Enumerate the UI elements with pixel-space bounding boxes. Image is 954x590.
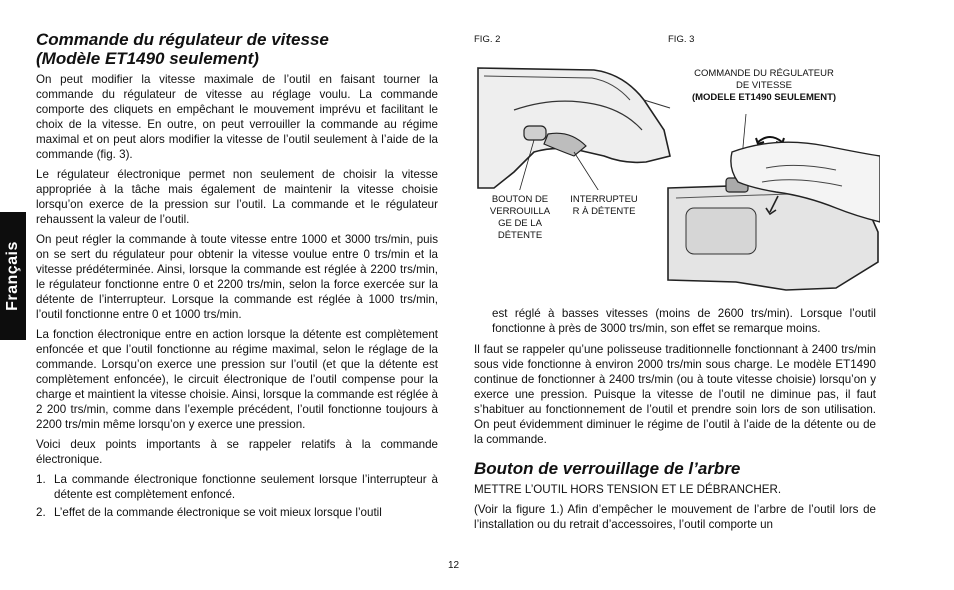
left-column	[36, 30, 438, 523]
list-number: 1.	[36, 473, 46, 486]
list-number: 2.	[36, 506, 46, 519]
list-text: L’effet de la commande électronique se voit mieux lorsque l’outil	[54, 506, 382, 519]
fig2-label: FIG. 2	[474, 34, 501, 45]
heading-line-1: Commande du régulateur de vitesse	[36, 30, 329, 49]
paragraph: Voici deux points importants à se rappeler relatifs à la commande électronique.	[36, 438, 438, 466]
paragraph: Il faut se rappeler qu’une polisseuse traditionnelle fonctionnant à 2400 trs/min sous vide fonctionne à environ 2000 trs/min sous charge. Le modèle ET1490 continue de fonctionner à 2400 trs/min (ou à toute vitesse choisie) lorsqu’on y exerce une pression. Puisque la vitesse de l’outil ne diminue pas, il faut s’habituer au fonctionnement de l’outil et prendre soin lors de son utilisation. On peut évidemment diminuer le régime de l’outil à l’aide de la détente ou de la commande.	[474, 343, 876, 446]
callout-line: BOUTON DE	[491, 194, 549, 205]
trigger-switch-callout	[570, 194, 638, 218]
list-continuation: est réglé à basses vitesses (moins de 2600 trs/min). Lorsque l’outil fonctionne à près de 3000 trs/min, son effet se remarque moins.	[492, 307, 876, 335]
paragraph: On peut modifier la vitesse maximale de l’outil en faisant tourner la commande du régulateur de vitesse au réglage voulu. La commande comporte des cliquets en empêchant le mouvement imprévu et facilitant le choix de la vitesse. En outre, on peut verrouiller la commande au régime maximal et on peut alors modifier la vitesse de l’outil seulement à l’aide de la commande (fig. 3).	[36, 73, 438, 161]
spindle-lock-heading: Bouton de verrouillage de l’arbre	[474, 459, 741, 478]
language-tab-label: Français	[4, 241, 21, 311]
heading-line-2: (Modèle ET1490 seulement)	[36, 49, 259, 68]
fig3-label: FIG. 3	[668, 34, 695, 45]
callout-line: R À DÉTENTE	[572, 206, 636, 217]
callout-line: (MODELE ET1490 SEULEMENT)	[691, 92, 837, 103]
page-number: 12	[448, 560, 460, 571]
list-item	[36, 505, 438, 520]
fig3-illustration	[666, 112, 880, 292]
callout-line: GE DE LA	[498, 218, 542, 229]
warning-instruction: METTRE L’OUTIL HORS TENSION ET LE DÉBRANCHER.	[474, 483, 782, 496]
lock-button-callout	[480, 194, 560, 242]
language-tab	[0, 212, 26, 340]
callout-line: COMMANDE DU RÉGULATEUR	[694, 68, 834, 79]
paragraph: On peut régler la commande à toute vitesse entre 1000 et 3000 trs/min, puis on se sert du régulateur pour obtenir la vitesse voulue entre 0 trs/min et la vitesse prédéterminée. Ainsi, lorsque la commande est réglée à 2200 trs/min, le régulateur fonctionne entre 0 et 2200 trs/min, selon la force exercée sur la détente de l’interrupteur. Lorsque la commande est réglée à 1000 trs/min, l’outil fonctionne entre 0 et 1000 trs/min.	[36, 233, 438, 321]
right-column	[474, 306, 876, 537]
speed-control-callout	[666, 68, 862, 104]
fig2-illustration	[474, 60, 674, 190]
speed-control-heading	[36, 30, 438, 68]
paragraph: (Voir la figure 1.) Afin d’empêcher le mouvement de l’arbre de l’outil lors de l’installation ou du retrait d’accessoires, l’outil comporte un	[474, 503, 876, 531]
callout-line: VERROUILLA	[489, 206, 551, 217]
list-text: La commande électronique fonctionne seulement lorsque l’interrupteur à détente est complètement enfoncé.	[54, 473, 438, 501]
numbered-list	[36, 472, 438, 520]
callout-line: DÉTENTE	[497, 230, 543, 241]
paragraph: La fonction électronique entre en action lorsque la détente est complètement enfoncée et que l’outil fonctionne au régime maximal, selon le réglage de la commande. Lorsqu’on exerce une pression sur l’outil (et que la détente est complètement enfoncée), le circuit électronique de l’outil compense pour la charge et maintient la vitesse choisie. Ainsi, lorsque la commande est réglée à 2 200 trs/min, comme dans l’exemple précédent, l’outil fonctionne toujours à 2200 trs/min même lorsqu’on y exerce une pression.	[36, 328, 438, 431]
callout-line: INTERRUPTEU	[570, 194, 638, 205]
paragraph: Le régulateur électronique permet non seulement de choisir la vitesse appropriée à la tâche mais également de maintenir la vitesse choisie lorsqu’on exerce de la pression sur l’outil. La commande et le régulateur rehaussent la valeur de l’outil.	[36, 168, 438, 226]
list-item	[36, 472, 438, 502]
callout-line: DE VITESSE	[736, 80, 792, 91]
